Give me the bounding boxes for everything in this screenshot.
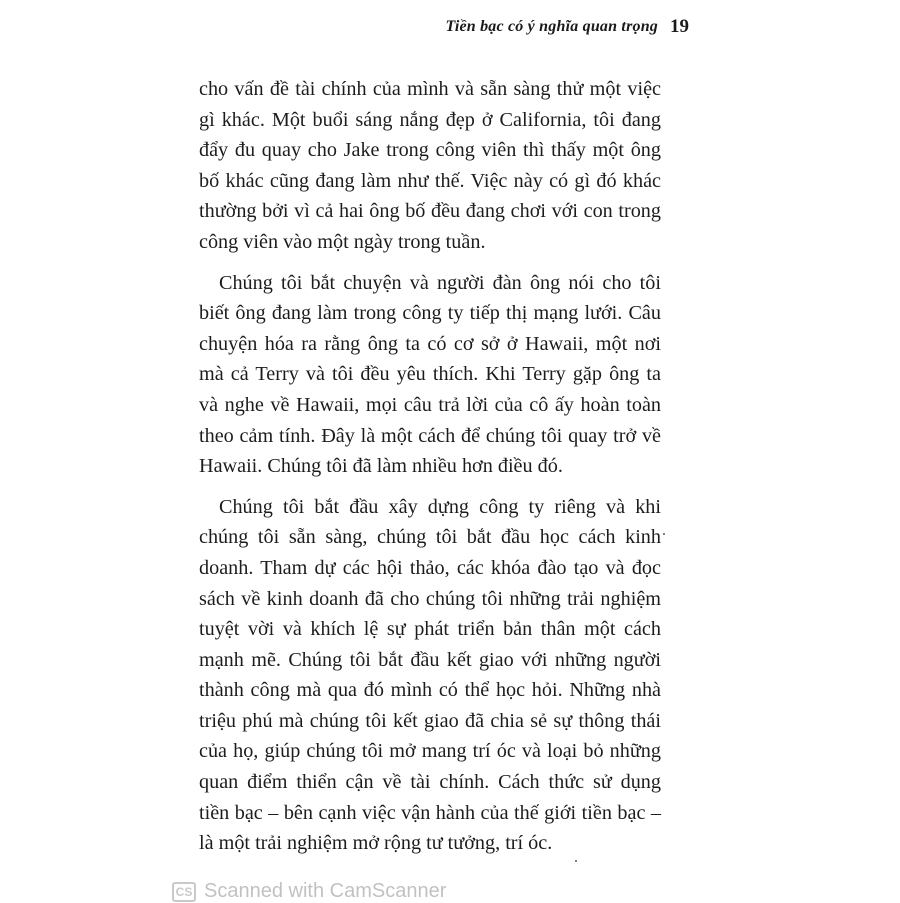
scan-speck [575,860,577,862]
text-line: sách về kinh doanh đã cho chúng tôi những trải nghiệm [199,587,661,610]
text-line: đẩy đu quay cho Jake trong công viên thì thấy một ông [199,139,661,162]
text-line: bố khác cũng đang làm như thế. Việc này có gì đó khác [199,169,661,192]
text-line: của họ, giúp chúng tôi mở mang trí óc và loại bỏ những [199,740,661,763]
text-line: chuyện hóa ra rằng ông ta có cơ sở ở Hawaii, một nơi [199,332,661,355]
paragraph-1 [199,74,661,258]
text-line: là một trải nghiệm mở rộng tư tưởng, trí óc. [199,832,553,855]
text-line: doanh. Tham dự các hội thảo, các khóa đào tạo và đọc [199,556,661,579]
text-line: biết ông đang làm trong công ty tiếp thị mạng lưới. Câu [199,302,661,325]
text-line: thành công mà qua đó mình có thể học hỏi. Những nhà [199,679,661,702]
text-line: mà cả Terry và tôi đều yêu thích. Khi Terry gặp ông ta [199,363,661,386]
text-line: Chúng tôi bắt đầu xây dựng công ty riêng và khi [219,495,661,518]
text-line: và nghe về Hawaii, mọi câu trả lời của cô ấy hoàn toàn [199,393,661,416]
text-line: Chúng tôi bắt chuyện và người đàn ông nói cho tôi [219,271,661,294]
watermark-text: Scanned with CamScanner [204,880,447,902]
scan-speck [663,533,665,535]
running-head-title: Tiền bạc có ý nghĩa quan trọng [445,18,658,35]
text-line: triệu phú mà chúng tôi kết giao đã chia sẻ sự thông thái [199,709,661,732]
paragraph-2 [199,268,661,482]
text-line: mạnh mẽ. Chúng tôi bắt đầu kết giao với những người [199,648,661,671]
text-line: tuyệt vời và khích lệ sự phát triển bản thân một cách [199,618,661,641]
text-line: gì khác. Một buổi sáng nắng đẹp ở California, tôi đang [199,108,661,131]
body-text [199,74,661,859]
text-line: chúng tôi sẵn sàng, chúng tôi bắt đầu học cách kinh [199,526,661,549]
text-line: tiền bạc – bên cạnh việc vận hành của thế giới tiền bạc – [199,801,661,824]
camscanner-logo-icon: CS [172,882,196,902]
page-number: 19 [670,16,689,37]
text-line: Hawaii. Chúng tôi đã làm nhiều hơn điều đó. [199,455,563,478]
text-line: thường bởi vì cả hai ông bố đều đang chơi với con trong [199,200,661,223]
text-line: theo cảm tính. Đây là một cách để chúng tôi quay trở về [199,424,661,447]
text-line: công viên vào một ngày trong tuần. [199,230,486,253]
text-line: cho vấn đề tài chính của mình và sẵn sàng thử một việc [199,78,661,100]
paragraph-3 [199,492,661,859]
text-line: quan điểm thiển cận về tài chính. Cách thức sử dụng [199,771,661,794]
